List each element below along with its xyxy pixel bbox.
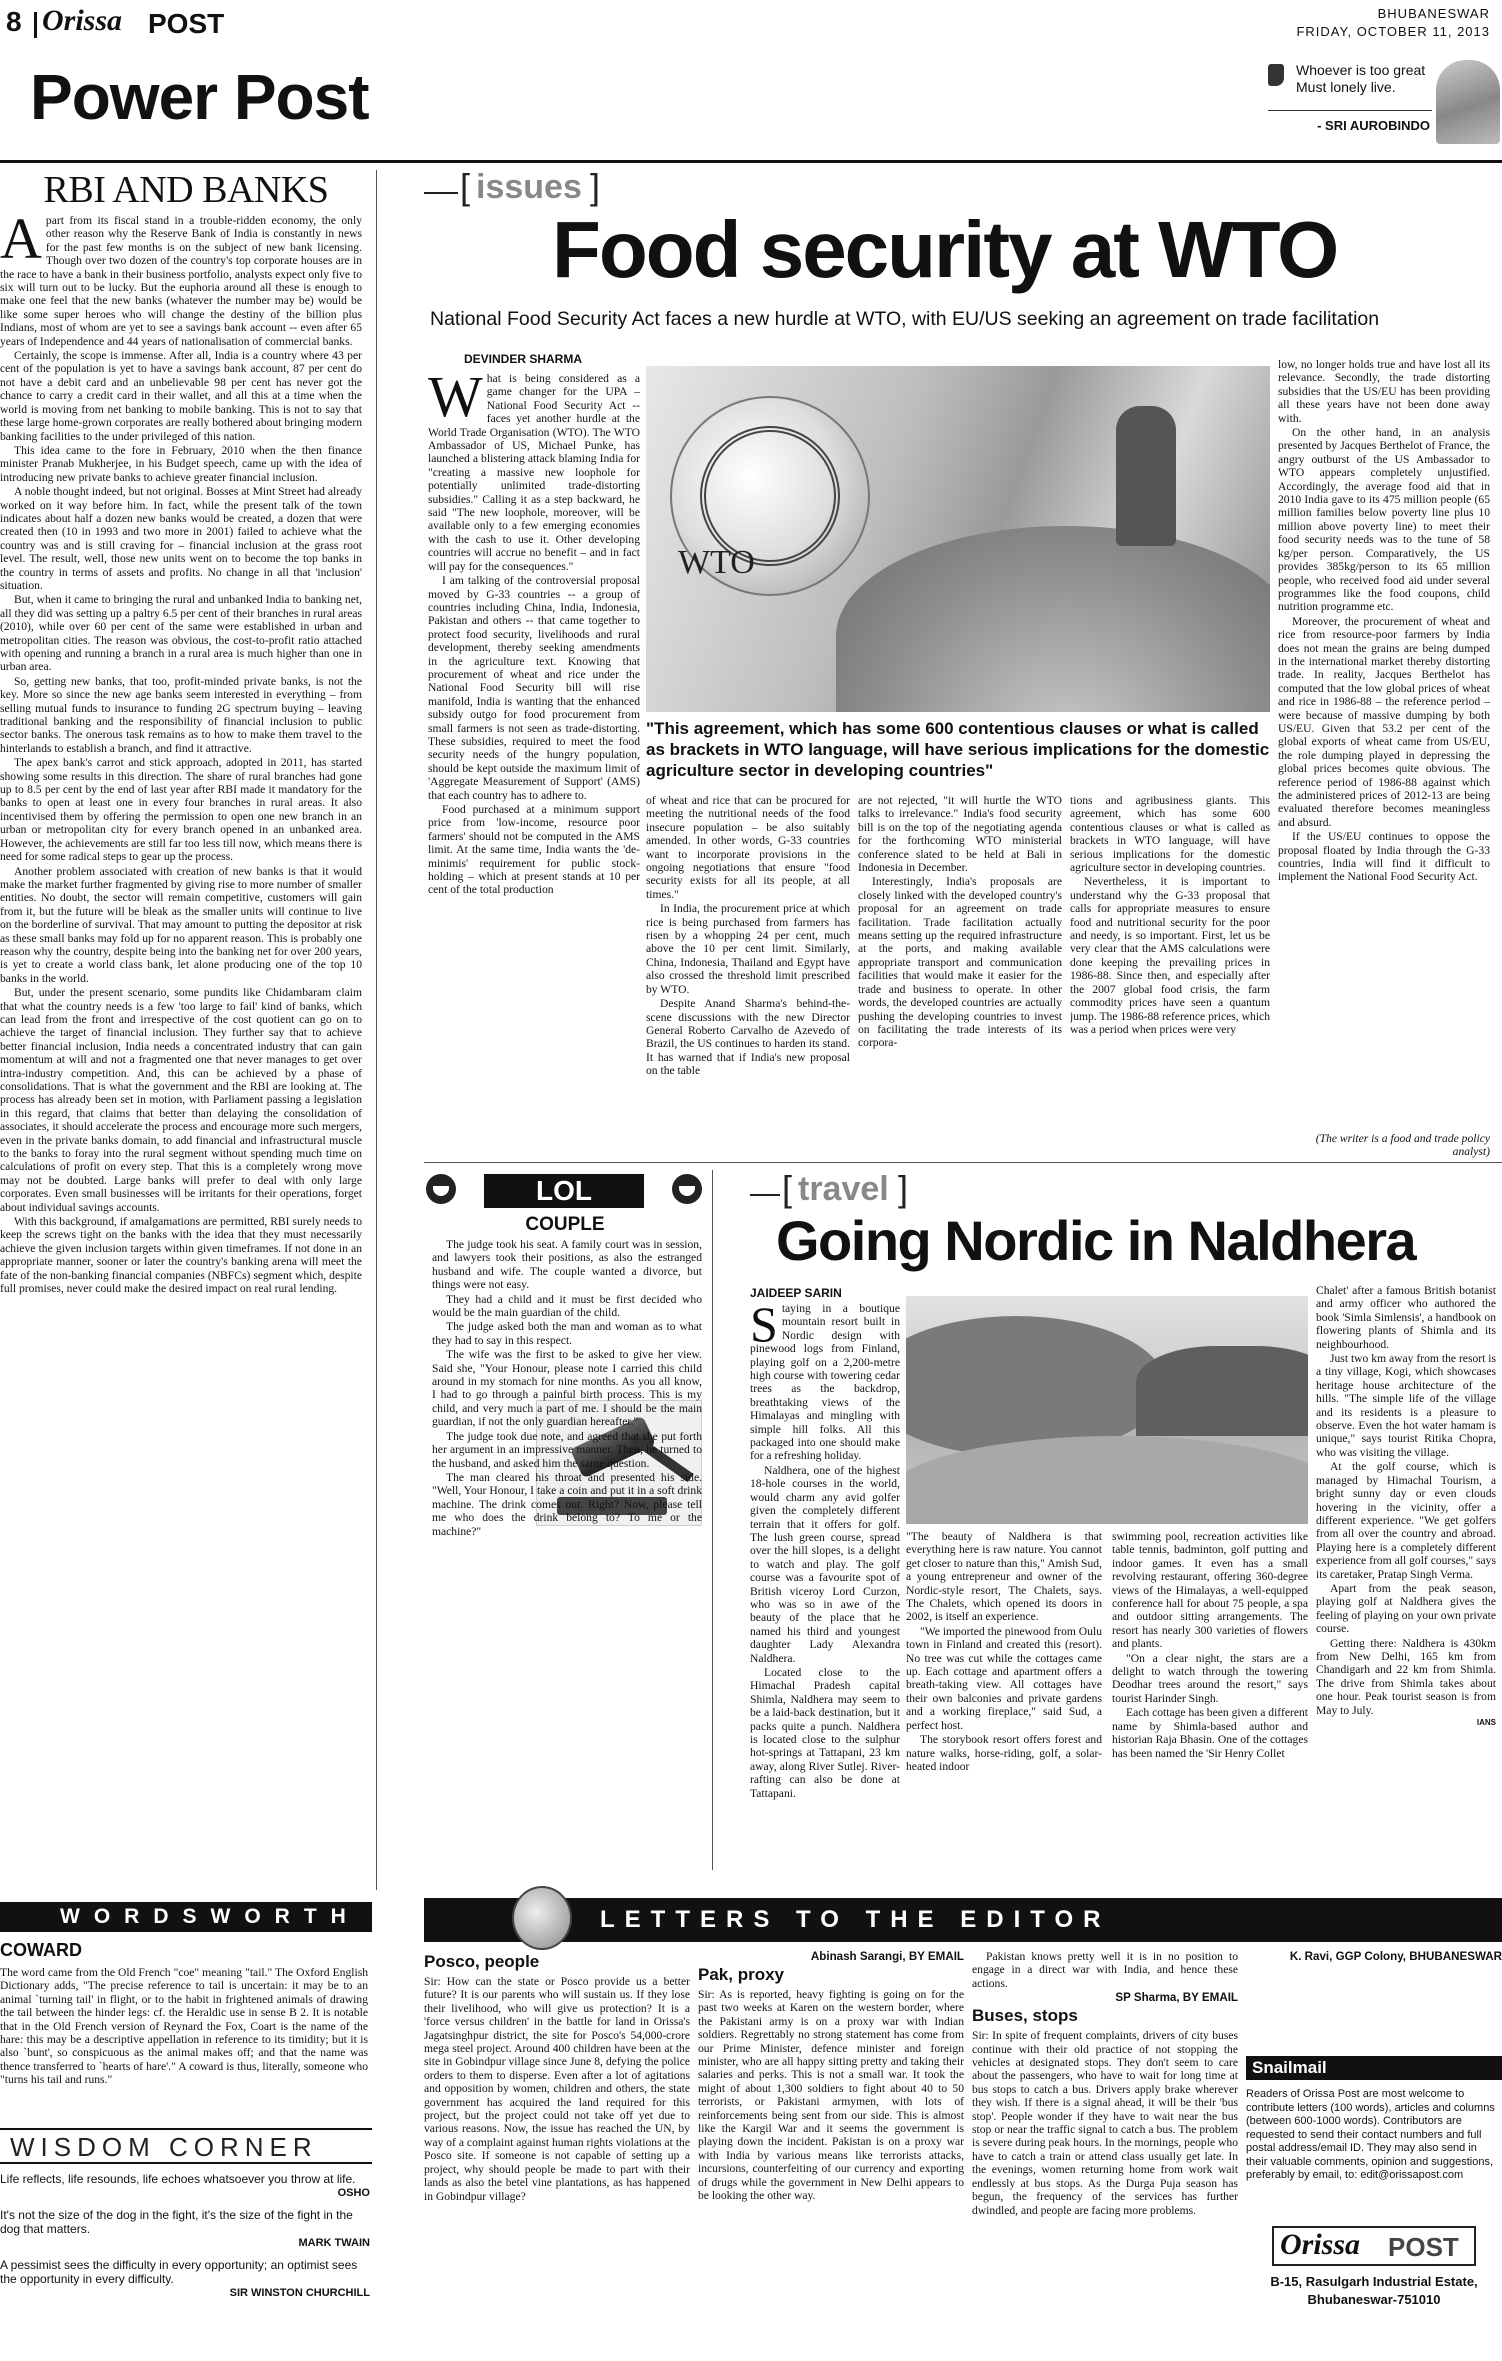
issues-col1-text xyxy=(428,372,640,897)
wisdom-quote-text: It's not the size of the dog in the fight, it's the size of the fight in the dog that matters. xyxy=(0,2208,353,2236)
masthead-date: FRIDAY, OCTOBER 11, 2013 xyxy=(1296,24,1490,39)
letter-3-text: Sir: In spite of frequent complaints, drivers of city buses continue with their old practice of not stopping the vehicles at designated stops. They don't seem to care about the passengers, who have to wait for long time at bus stops to catch a bus. Drivers apply brake wherever they wish. If there is a signal ahead, it will be their 'bus stop'. People wonder if they have to wait near the bus stop or near the traffic signal to catch a bus. The problem is severe during peak hours. In the mornings, people who have to catch a train or attend class usually get late. In the evenings, women returning home from work wait endlessly at bus stops. As the Durga Puja season has begun, the frequency of the services has further dwindled, and people are facing more problems. xyxy=(972,2029,1238,2217)
wordsworth-box xyxy=(0,1902,372,2117)
issues-tag-rule xyxy=(424,192,458,194)
issues-pullquote: "This agreement, which has some 600 contentious clauses or what is called as brackets in WTO language, will have serious implications for the domestic agriculture sector in developing countries" xyxy=(646,719,1270,780)
letter-2-title: Pak, proxy xyxy=(698,1965,784,1984)
issues-tag: issues xyxy=(476,168,582,206)
travel-tag: travel xyxy=(798,1170,889,1208)
snailmail-label: Snailmail xyxy=(1246,2056,1502,2080)
paragraph: Another problem associated with creation of new banks is that it would make the market further fragmented by giving rise to more number of smaller entities. No doubt, the sector will remain competitive, customers will gain from it, but the future will be bleak as the smaller units will continue to live on the borderline of survival. That may amount to putting the depositor at risk as these small banks may fold up for no apparent reason. This is probably one reason why the country, despite being into the banking net for over 200 years, is yet to create a world class bank, let alone producing one of the top 10 banks in the world. xyxy=(0,864,362,985)
paragraph: I am talking of the controversial proposal moved by G-33 countries -- a group of countries including China, India, Indonesia, Pakistan and others -- that came together to protect food security, livelihoods and rural development, thereby seeking amendments in the agriculture text. Knowing that procurement of wheat and rice under the National Food Security bill will rise manifold, India is wanting that the enhanced subsidy outgo for food procurement from small farmers is not seen as trade-distorting. These subsidies, required to meet the food security needs of the hungry population, should be kept outside the maximum limit of 'Aggregate Measurement of Support' (AMS) that each country has to adhere to. xyxy=(428,574,640,802)
paragraph: low, no longer holds true and have lost all its relevance. Secondly, the trade distorting subsidies that the US/EU has been providing all these years have not been done away with. xyxy=(1278,358,1490,425)
paragraph: Nevertheless, it is important to understand why the G-33 proposal that calls for appropriate measures to ensure food and nutritional security for the poor and needy, is so important. First, let us be very clear that the AMS calculations were done keeping the prevailing prices in 1986-88. Since then, and especially after the 2007 global food crisis, the farm commodity prices have seen a quantum jump. The 1986-88 reference prices, which was a period when prices were very xyxy=(1070,875,1270,1036)
paragraph: This idea came to the fore in February, 2010 when the then finance minister Pranab Mukherjee, in his Budget speech, came up with the idea of introducing new private banks to achieve greater financial inclusion. xyxy=(0,443,362,484)
masthead-city: BHUBANESWAR xyxy=(1377,6,1490,21)
paragraph: of wheat and rice that can be procured for meeting the nutritional needs of the food insecure population – be also suitably amended. In other words, G-33 countries want to incorporate provisions in the ongoing negotiations that ensure "food security exists for all its people, at all times." xyxy=(646,794,850,901)
paragraph: If the US/EU continues to oppose the proposal floated by India through the G-33 countries, India will find it difficult to implement the National Food Security Act. xyxy=(1278,830,1490,884)
paragraph: The judge asked both the man and woman as to what they had to say in this respect. xyxy=(432,1320,702,1347)
snailmail-brand: Orissa xyxy=(1280,2228,1361,2261)
travel-col-3 xyxy=(1112,1530,1308,1872)
wordsworth-text-wrap xyxy=(0,1966,368,2116)
paragraph: They had a child and it must be first decided who would be the main guardian of the child. xyxy=(432,1292,702,1320)
travel-col-2 xyxy=(906,1530,1102,1872)
quote-icon xyxy=(1268,64,1284,86)
issues-tag-close: ] xyxy=(590,166,601,207)
paragraph: In India, the procurement price at which rice is being purchased from farmers has risen by a whopping 24 per cent, much above the 10 per cent limit. Similarly, China, Indonesia, Thailand and Egypt have also crossed the threshold limit prescribed by WTO. xyxy=(646,902,850,996)
snailmail-address-1: B-15, Rasulgarh Industrial Estate, xyxy=(1270,2274,1478,2289)
editorial-title: RBI AND BANKS xyxy=(43,169,329,211)
wisdom-quote-text: A pessimist sees the difficulty in every opportunity; an optimist sees the opportunity in every difficulty. xyxy=(0,2258,358,2286)
paragraph: "We imported the pinewood from Oulu town in Finland and created this (resort). No tree was cut while the cottages came up. Each cottage and apartment offers a breath-taking view. All cottages have their own balconies and private gardens and a working fireplace," said Sud, a perfect host. xyxy=(906,1624,1102,1732)
travel-headline: Going Nordic in Naldhera xyxy=(776,1209,1416,1272)
snailmail-box xyxy=(1246,2056,1502,2356)
paragraph: At the golf course, which is managed by Himachal Tourism, a bright sunny day or even clouds hovering in the vicinity, offer a different experience. "We get golfers from all over the country and abroad. Playing here is a completely different experience from all golf courses," says its caretaker, Pratap Singh Verma. xyxy=(1316,1460,1496,1581)
travel-col-4-wrap xyxy=(1316,1284,1496,1872)
issues-col-5 xyxy=(1278,358,1490,1130)
issues-col-4 xyxy=(1070,794,1270,1160)
column-rule xyxy=(376,170,377,1890)
issues-col-2 xyxy=(646,794,850,1160)
paragraph: Moreover, the procurement of wheat and rice from resource-poor farmers by India does not mean the grains are being dumped in the international market thereby distorting trade. In reality, Jacques Berthelot has computed that the low global prices of wheat and rice in 1986-88 – the reference period – were because of massive dumping by both US/EU. Given that 53.2 per cent of the global exports of wheat came from US/EU, the role dumping played in depressing the global prices becomes quite obvious. The reference period of 1986-88 against which the administered prices of 2012-13 are being evaluated therefore becomes meaningless and absurd. xyxy=(1278,614,1490,829)
paragraph: Just two km away from the resort is a tiny village, Kogi, which showcases heritage house architecture of the hills. "The simple life of the village and its residents is a pleasure to observe. Even the hot water hamam is unique," says tourist Ritika Chopra, who was visiting the village. xyxy=(1316,1352,1496,1459)
letter-2-text: Sir: As is reported, heavy fighting is going on for the past two weeks at Karen on the western border, where the Pakistani army is on a proxy war with Indian soldiers. Regrettably no strong statement has come from our Prime Minister, defence minister and foreign minister, who are all happy sitting pretty and taking their salaries and perks. This is not a small war. It took the might of about 1,300 soldiers to fight about 40 to 50 terrorists, or Pakistani armymen, with lots of reinforcements being sent from our side. This is almost like the Kargil War and it seems the government is playing down the incident. Pakistan is on a proxy war with India by various means like terrorists attacks, incursions, counterfeiting of our currency and exporting of drugs while the government in New Delhi appears to be looking the other way. xyxy=(698,1988,964,2203)
travel-article xyxy=(716,1166,1502,1876)
travel-tag-rule xyxy=(750,1194,780,1196)
wordsworth-word: COWARD xyxy=(0,1940,82,1960)
paragraph: But, when it came to bringing the rural and unbanked India to banking net, all they did was setting up a paltry 6.5 per cent of their branches in rural areas (2010), while over 60 per cent of the same were established in urban and metropolitan cities. The reason was obvious, the cost-to-profit ratio attached with opening and running a branch in a rural area is much higher than one in urban area. xyxy=(0,593,362,674)
wisdom-quote xyxy=(0,2208,370,2250)
travel-col1-text xyxy=(750,1302,900,1800)
editorial-body xyxy=(0,214,362,1894)
paragraph: Naldhera, one of the highest 18-hole courses in the world, would charm any avid golfer given the completely different terrain that it offers for golf. The lush green course, spread over the hill slopes, is a delight to watch and play. The golf course was a favourite spot of British viceroy Lord Curzon, who was so in awe of the beauty of the place that he named his third and youngest daughter Lady Alexandra Naldhera. xyxy=(750,1463,900,1665)
wisdom-quote-text: Life reflects, life resounds, life echoes whatsoever you throw at life. xyxy=(0,2172,356,2186)
paragraph: Food purchased at a minimum support price from 'low-income, resource poor farmers' should not be computed in the AMS limit. At the same time, India wants the 'de-minimis' requirement for public stock-holding – which at present stands at 10 per cent of the total production xyxy=(428,803,640,897)
letter-1-signature: Abinash Sarangi, BY EMAIL xyxy=(810,1950,964,1963)
paragraph: So, getting new banks, that too, profit-minded private banks, is not the key. More so since the new age banks seem interested in everything – from selling mutual funds to insurance to funding 2G spectrum buying – leaving traditional banking and the responsibility of financial inclusion to public sector banks. The onerous task remains as to how to make them travel to the hinterlands to establish a branch, and find it attractive. xyxy=(0,674,362,755)
issues-writer-note: (The writer is a food and trade policy analyst) xyxy=(1315,1132,1490,1158)
paragraph: Getting there: Naldhera is 430km from New Delhi, 165 km from Chandigarh and 22 km from Shimla. The drive from Shimla takes about one hour. Peak tourist season is from May to July. xyxy=(1316,1636,1496,1717)
wisdom-quote xyxy=(0,2258,370,2300)
travel-tag-close: ] xyxy=(898,1168,909,1209)
grain-pile xyxy=(836,526,1270,712)
travel-col4-text xyxy=(1316,1284,1496,1717)
issues-article xyxy=(384,166,1502,1166)
paragraph: But, under the present scenario, some pundits like Chidambaram claim that what the country needs is a few 'too large to fail' kind of banks, which can lead from the front and irrespective of the cost quotient can go on to achieve the target of financial inclusion. They further say that to achieve better financial inclusion, India needs a concentrated industry that can gain momentum at will and not a fragmented one that never manages to get over intra-industry competition. And, this can be achieved by a phase of consolidations. That is what the government and the RBI are looking at. The process has already been set in motion, with Parliament passing a legislation in this regard, that claims that better than delaying the consolidation of associates, it should accelerate the process and encourage more such mergers, even in the private banks domain, to add financial and infrastructural muscle to the banks to foray into the rural segment without spending much time on calculations of profit on every step. That this is a completely wrong move may not be doubted. Large banks will prefer to deal with only large corporates. Even small businesses will be irritants for their operations, forget about individual savings accounts. xyxy=(0,986,362,1214)
paragraph: Despite Anand Sharma's behind-the-scene discussions with the new Director General Roberto Carvalho de Azevedo of Brazil, the US continues to harden its stand. It has warned that if India's new proposal on the table xyxy=(646,997,850,1078)
worker-figure xyxy=(1116,406,1176,546)
paragraph: are not rejected, "it will hurtle the WTO talks to irrelevance." India's food security bill is on the top of the negotiating agenda for the forthcoming WTO ministerial conference slated to be held at Bali in Indonesia in December. xyxy=(858,794,1062,875)
page-number: 8 xyxy=(6,6,22,37)
wisdom-box xyxy=(0,2128,372,2358)
wisdom-label: WISDOM CORNER xyxy=(10,2132,318,2162)
issues-dropcap: W xyxy=(428,372,483,429)
lol-label: LOL xyxy=(484,1174,644,1208)
paragraph: Apart from the peak season, playing golf at Naldhera gives the feeling of playing on your own private course. xyxy=(1316,1581,1496,1636)
travel-photo xyxy=(906,1296,1308,1524)
paragraph: The wife was the first to be asked to give her view. Said she, "Your Honour, please note I carried this child around in my stomach for nine months. As you all know, I had to go through a painful birth process. This is my child, and very much a part of me. I should be the main guardian, if not the only guardian hereafter." xyxy=(432,1348,702,1429)
letters-section xyxy=(424,1886,1502,2361)
quill-icon xyxy=(512,1886,572,1950)
issues-photo xyxy=(646,366,1270,712)
letter-3-title: Buses, stops xyxy=(972,2006,1078,2026)
paragraph: tions and agribusiness giants. This agreement, which has some 600 contentious clauses or what is called as brackets in WTO language, will have serious implications for the domestic agriculture sector in developing countries. xyxy=(1070,794,1270,875)
masthead xyxy=(0,0,1502,170)
travel-byline: JAIDEEP SARIN xyxy=(750,1286,842,1300)
wisdom-quote-author: SIR WINSTON CHURCHILL xyxy=(229,2287,370,2299)
issues-tag-open: [ xyxy=(460,166,471,207)
paragraph: Located close to the Himachal Pradesh capital Shimla, Naldhera may seem to be a laid-back destination, but it packs quite a punch. Naldhera is located close to the sulphur hot-springs at Tattapani, 23 km away, along River Sutlej. River-rafting can also be done at Tattapani. xyxy=(750,1665,900,1800)
wordsworth-text: The word came from the Old French "coe" meaning "tail." The Oxford English Dictionary adds, "The precise reference to tail is uncertain: it may be to an animal `turning tail' in flight, or to the habit in frightened animals of drawing the tail between the hinder legs: cf. the Heraldic use in sense B 2. It is notable that in the Old French version of Reynard the Fox, Coart is the name of the hare: this may be a descriptive appellation in reference to its timidity; but it is also `bunt', so conspicuous as the animal makes off; and that the name was thence transferred to `hearts of hare'." A coward is thus, literally, someone who "turns his tail and runs." xyxy=(0,1966,368,2087)
letters-col-3 xyxy=(972,1950,1238,2358)
wisdom-quotes xyxy=(0,2172,370,2308)
letter-1-title: Posco, people xyxy=(424,1952,540,1971)
wordsworth-label-text: WORDSWORTH xyxy=(60,1905,360,1928)
paragraph: The man cleared his throat and presented his side. "Well, Your Honour, I take a coin and put it in a soft drink machine. The drink comes out. Right? Now, please tell me who does the drink belong to? To me or the machine?" xyxy=(432,1470,702,1538)
paragraph: With this background, if amalgamations are permitted, RBI surely needs to keep the screws tight on the banks with the idea that they must necessarily achieve the given inclusion targets within given timeframes. If not done in an appropriate manner, sooner or later the country's banking arena will meet the fate of the non-banking financial companies (NBFCs) segment which, despite full promises, never could make the desired impact on real rural lending. xyxy=(0,1215,362,1296)
wisdom-quote-author: MARK TWAIN xyxy=(298,2237,370,2249)
letters-col-2 xyxy=(698,1950,964,2358)
paragraph: "On a clear night, the stars are a delight to watch through the towering Deodhar trees around the resort," says tourist Harinder Singh. xyxy=(1112,1651,1308,1705)
editorial-paragraphs xyxy=(0,214,362,1296)
quote-rule xyxy=(1268,110,1432,111)
paragraph: taying in a boutique mountain resort built in Nordic design with pinewood logs from Finland, playing golf on a 2,200-metre high course with towering cedar trees as the backdrop, breathtaking views of the Himalayas and mingling with simple hill folks. All this packaged into one should make for a refreshing holiday. xyxy=(750,1302,900,1463)
paragraph: part from its fiscal stand in a trouble-ridden economy, the only other reason why the Reserve Bank of India is constantly in news for the past few months is on the subject of new bank licensing. Though over two dozen of the country's top corporate houses are in the race to have a bank in their business portfolio, analysts expect only five to six will turn out to be lucky. But the euphoria around all these is enough to make one feel that the new banks (whatever the number may be) would be like some super heroes who will change the destiny of the billion plus Indians, most of whom are yet to see a savings bank account -- even after 65 years of Independence and 44 years of nationalisation of commercial banks. xyxy=(0,214,362,348)
letter-2-signature: SP Sharma, BY EMAIL xyxy=(1115,1991,1238,2005)
paragraph: A noble thought indeed, but not original. Bosses at Mint Street had already worked on it way before him. In fact, while the present talk of the town indicates about half a dozen new banks would be created, a dozen that were created then (10 in 1993 and two more in 2001) failed to achieve what the country was and is still craving for – financial inclusion at the grass root level. The result, well, those new units went on to become the top banks in the country in terms of assets and profits. No change in all that 'inclusion' situation. xyxy=(0,485,362,592)
issues-col-3 xyxy=(858,794,1062,1160)
paragraph: Chalet' after a famous British botanist and army officer who authored the book 'Simla Simlensis', a handbook on flowering plants of Shimla and its neighbourhood. xyxy=(1316,1284,1496,1351)
masthead-brand: Orissa xyxy=(42,4,123,37)
letters-banner-label: LETTERS TO THE EDITOR xyxy=(600,1906,1111,1933)
lol-rule xyxy=(712,1170,713,1870)
letter-2-text2: Pakistan knows pretty well it is in no position to engage in a direct war with India, and hence these actions. xyxy=(972,1950,1238,1990)
masthead-brand-section: POST xyxy=(148,8,225,39)
lol-text xyxy=(432,1238,702,1874)
editorial-dropcap: A xyxy=(0,214,42,271)
lol-title: COUPLE xyxy=(525,1214,605,1235)
letter-3-signature: K. Ravi, GGP Colony, BHUBANESWAR xyxy=(1289,1950,1502,1963)
issues-byline: DEVINDER SHARMA xyxy=(464,352,583,366)
travel-credit: IANS xyxy=(1476,1718,1496,1727)
paragraph: The storybook resort offers forest and nature walks, horse-riding, golf, a solar-heated indoor xyxy=(906,1733,1102,1773)
letter-1-text: Sir: How can the state or Posco provide us a better future? It is our parents who will sustain us. If they lose their livelihood, who will give us protection? It is a 'force versus children' in the battle for land in Orissa's Jagatsinghpur district, the site for Posco's 54,000-crore mega steel project. Around 400 children have been at the site in Gobindpur village since June 8, defying the police orders to them to disperse. Even after a lot of agitations and opposition by women, children and others, the state government has acquired the land required for this project, but the project could not take off yet due to various reasons. Now, the issue has reached the UN, by way of a complaint against human rights violations at the Posco site. If someone is not capable of setting up a project, why should people be made to part with their lands as also the betel vine plantations, as has happened in Gobindpur village? xyxy=(424,1975,690,2203)
masthead-rule xyxy=(0,160,1502,163)
issues-headline: Food security at WTO xyxy=(552,205,1338,294)
section-rule xyxy=(424,1162,1502,1163)
editorial xyxy=(0,166,372,1896)
masthead-quote-author: - SRI AUROBINDO xyxy=(1317,118,1430,133)
wisdom-quote xyxy=(0,2172,370,2200)
paragraph: Interestingly, India's proposals are closely linked with the developed country's proposal for an agreement on trade facilitation. Trade facilitation actually means setting up the required infrastructure at the ports, and making available appropriate transport and communication facilities that would make it easier for the trade and business to operate. In other words, the developed countries are actually pushing the developing countries to invest on facilitating the trade interests of its corpora- xyxy=(858,875,1062,1050)
issues-deck: National Food Security Act faces a new hurdle at WTO, with EU/US seeking an agreement on trade facilitation xyxy=(430,308,1380,330)
author-portrait xyxy=(1436,60,1500,144)
paragraph: The judge took due note, and agreed that she put forth her argument in an impressive manner. Then, he turned to the husband, and asked him the same question. xyxy=(432,1429,702,1470)
paragraph: swimming pool, recreation activities like table tennis, badminton, golf putting and indoor games. It even has a small revolving restaurant, offering 360-degree views of the Himalayas, a well-equipped conference hall for about 75 people, a spa and outdoor sitting arrangements. The resort has nearly 300 varieties of flowers and plants. xyxy=(1112,1530,1308,1651)
paragraph: On the other hand, in an analysis presented by Jacques Berthelot of France, the angry outburst of the US Ambassador to WTO appears completely unjustified. Accordingly, the average food aid that in 2010 India gave to its 475 million people (65 million families below poverty line plus 10 million above poverty line) to meet their food security needs was to the tune of 58 kg/per person. Comparatively, the US provides 385kg/person to its 65 million people, who received food aid under several programmes like the food coupons, child nutrition programme etc. xyxy=(1278,426,1490,614)
masthead-divider xyxy=(34,12,37,38)
paragraph: Each cottage has been given a different name by Shimla-based author and historian Raja Bhasin. One of the cottages has been named the 'Sir Henry Collet xyxy=(1112,1706,1308,1760)
issues-col-1 xyxy=(428,372,640,1160)
paragraph: hat is being considered as a game changer for the UPA – National Food Security Act -- faces yet another hurdle at the World Trade Organisation (WTO). The WTO Ambassador of US, Michael Punke, has launched a blistering attack blaming India for "creating a massive new loophole for potentially unlimited trade-distorting subsidies." Calling it as a step backward, he said "The new loophole, moreover, will be available only to a few emerging economies with the cash to use it. Other developing countries will accrue no benefit – and in fact will pay for the consequences." xyxy=(428,372,640,573)
travel-dropcap: S xyxy=(750,1302,778,1352)
letters-col-1 xyxy=(424,1950,690,2358)
section-title: Power Post xyxy=(30,61,369,133)
lol-box xyxy=(424,1170,706,1876)
travel-tag-open: [ xyxy=(782,1168,793,1209)
tree-line xyxy=(1136,1346,1308,1436)
snailmail-text: Readers of Orissa Post are most welcome to contribute letters (100 words), articles and columns (between 600-1000 words). Contributors are requested to send their contact numbers and full postal address/email ID. They may also send in their valuable comments, opinion and suggestions, preferably by email, to: edit@orissapost.com xyxy=(1246,2088,1495,2181)
snailmail-brand-section: POST xyxy=(1388,2232,1459,2262)
wordsworth-label xyxy=(60,1905,360,1929)
paragraph: The apex bank's carrot and stick approach, adopted in 2011, has started showing some results in this direction. The share of rural branches had gone up to 8.5 per cent by the end of last year after RBI made it mandatory for the banks to open at least one in every four branches in rural areas. It also incentivised them by offering the permission to open one new branch in an urban or metropolitan city for every branch opened in an unbanked area. However, the achievements are still far too less till now, which means there is need for some radical steps to gear up the process. xyxy=(0,756,362,864)
paragraph: The judge took his seat. A family court was in session, and lawyers took their positions, as also the estranged husband and wife. The couple wanted a divorce, but things were not easy. xyxy=(432,1238,702,1292)
paragraph: Certainly, the scope is immense. After all, India is a country where 43 per cent of the population is yet to have a savings bank account, 87 per cent do not have a debit card and an unbelievable 98 per cent has never got the chance to carry a credit card in their wallet, and all this at a time when the world is moving from net banking to mobile banking. This is not to say that these large home-grown corporates are really bothered about bringing modern banking facilities to the under privileged of this nation. xyxy=(0,349,362,443)
hill-silhouette xyxy=(906,1316,1166,1456)
paragraph: "The beauty of Naldhera is that everything here is raw nature. You cannot get closer to nature than this," Amish Sud, a young entrepreneur and owner of the Nordic-style resort, The Chalets, says. The Chalets, which opened its doors in 2002, is itself an experience. xyxy=(906,1530,1102,1624)
snailmail-address-2: Bhubaneswar-751010 xyxy=(1307,2292,1441,2307)
wisdom-quote-author: OSHO xyxy=(337,2187,370,2199)
masthead-quote: Whoever is too great Must lonely live. xyxy=(1296,62,1426,95)
wto-label: WTO xyxy=(678,544,755,581)
travel-col-1 xyxy=(750,1302,900,1872)
